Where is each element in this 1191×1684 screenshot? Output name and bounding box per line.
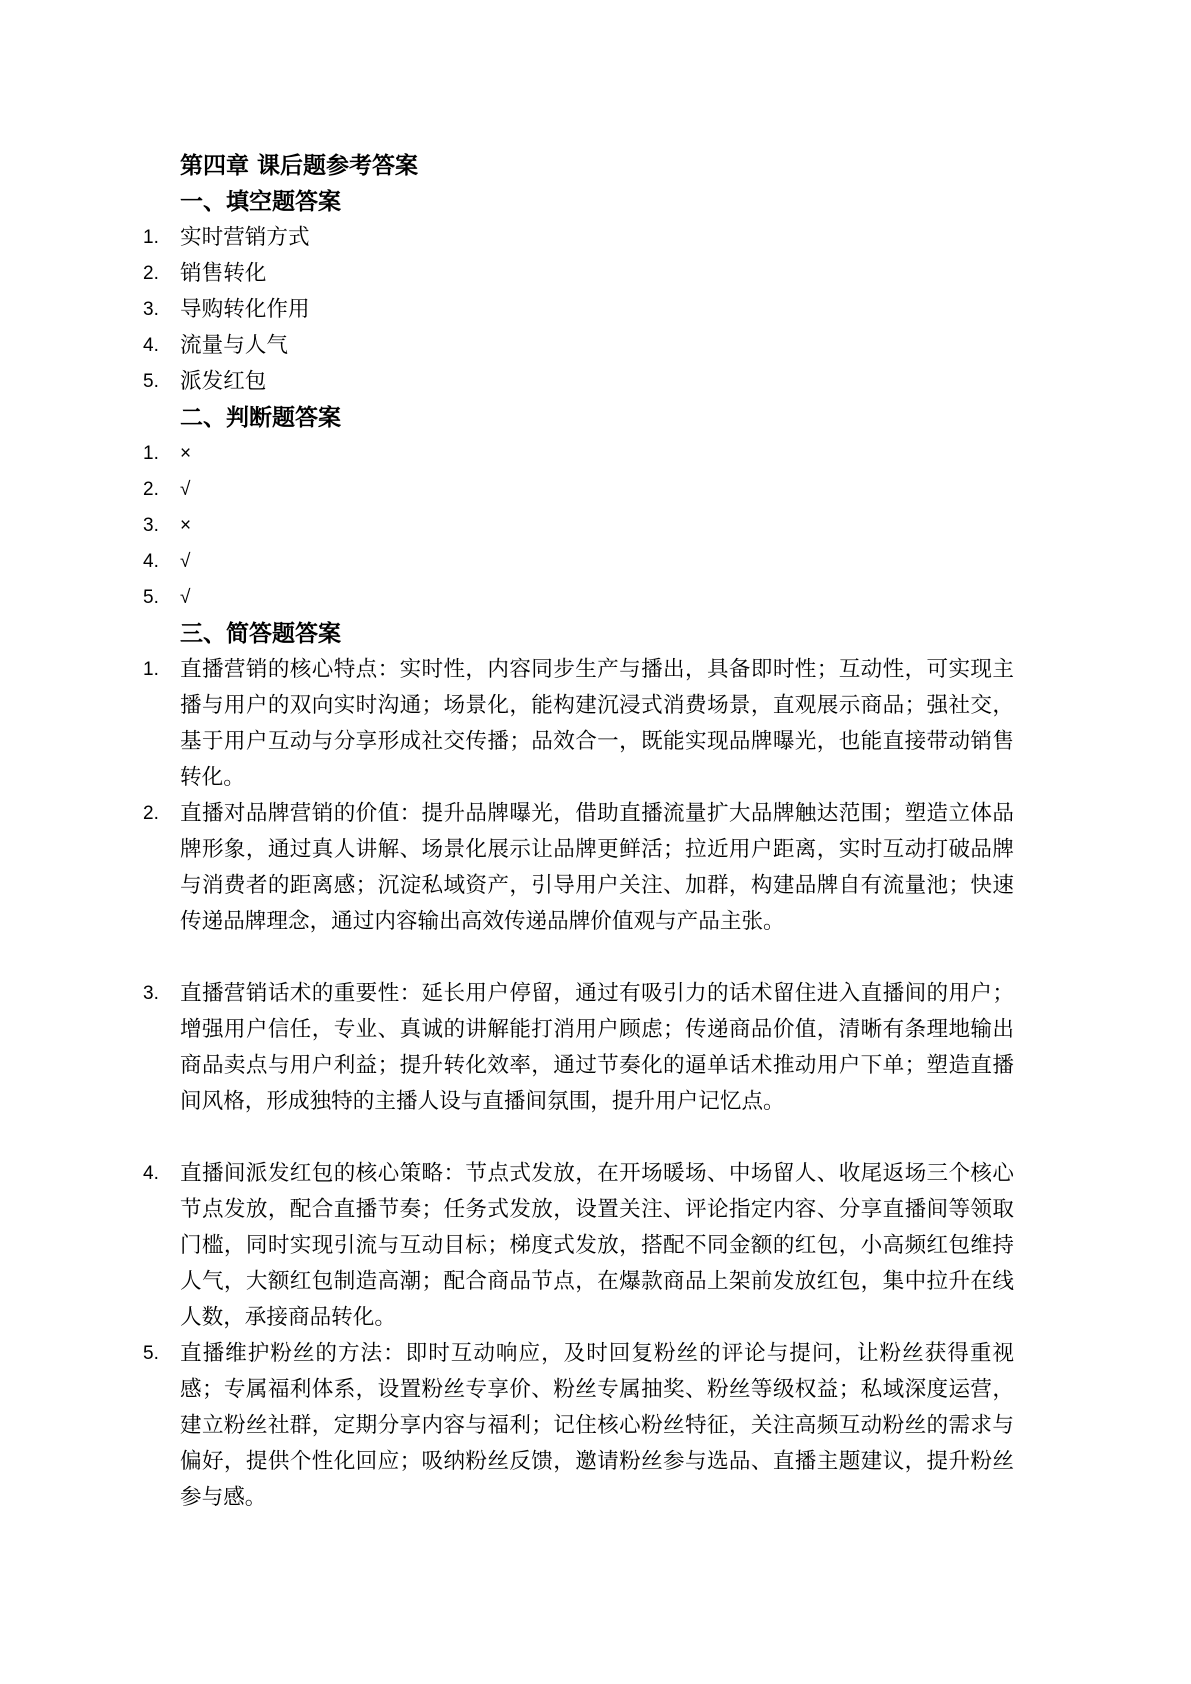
item-number: 2. <box>143 803 159 824</box>
answer-paragraph: 直播间派发红包的核心策略：节点式发放，在开场暖场、中场留人、收尾返场三个核心节点发放，配合直播节奏；任务式发放，设置关注、评论指定内容、分享直播间等领取门槛，同时实现引流与互动目标；梯度式发放，搭配不同金额的红包，小高频红包维持人气，大额红包制造高潮；配合商品节点，在爆款商品上架前发放红包，集中拉升在线人数，承接商品转化。 <box>180 1161 1014 1330</box>
item-number: 1. <box>143 227 159 248</box>
answer-paragraph: 直播营销话术的重要性：延长用户停留，通过有吸引力的话术留住进入直播间的用户；增强用户信任，专业、真诚的讲解能打消用户顾虑；传递商品价值，清晰有条理地输出商品卖点与用户利益；提升转化效率，通过节奏化的逼单话术推动用户下单；塑造直播间风格，形成独特的主播人设与直播间氛围，提升用户记忆点。 <box>180 981 1014 1114</box>
item-text: 销售转化 <box>180 261 267 286</box>
answer-paragraph: 直播维护粉丝的方法：即时互动响应，及时回复粉丝的评论与提问，让粉丝获得重视感；专属福利体系，设置粉丝专享价、粉丝专属抽奖、粉丝等级权益；私域深度运营，建立粉丝社群，定期分享内容与福利；记住核心粉丝特征，关注高频互动粉丝的需求与偏好，提供个性化回应；吸纳粉丝反馈，邀请粉丝参与选品、直播主题建议，提升粉丝参与感。 <box>180 1341 1014 1510</box>
item-number: 1. <box>143 443 159 464</box>
item-number: 3. <box>143 299 159 320</box>
item-number: 5. <box>143 1343 159 1364</box>
item-text: 导购转化作用 <box>180 297 310 322</box>
answer-mark: × <box>180 515 192 536</box>
item-number: 4. <box>143 551 159 572</box>
item-number: 1. <box>143 659 159 680</box>
answer-paragraph: 直播对品牌营销的价值：提升品牌曝光，借助直播流量扩大品牌触达范围；塑造立体品牌形象，通过真人讲解、场景化展示让品牌更鲜活；拉近用户距离，实时互动打破品牌与消费者的距离感；沉淀私域资产，引导用户关注、加群，构建品牌自有流量池；快速传递品牌理念，通过内容输出高效传递品牌价值观与产品主张。 <box>180 801 1014 934</box>
section-heading-short: 三、简答题答案 <box>180 620 341 647</box>
item-number: 4. <box>143 335 159 356</box>
item-number: 3. <box>143 515 159 536</box>
item-number: 3. <box>143 983 159 1004</box>
item-number: 5. <box>143 587 159 608</box>
section-heading-fill: 一、填空题答案 <box>180 188 341 215</box>
item-text: 实时营销方式 <box>180 225 310 250</box>
document-title: 第四章 课后题参考答案 <box>180 152 419 179</box>
answer-mark: × <box>180 443 192 464</box>
item-number: 4. <box>143 1163 159 1184</box>
section-heading-judge: 二、判断题答案 <box>180 404 341 431</box>
item-number: 5. <box>143 371 159 392</box>
answer-mark: √ <box>180 587 191 608</box>
item-number: 2. <box>143 263 159 284</box>
item-text: 派发红包 <box>180 369 267 394</box>
answer-mark: √ <box>180 479 191 500</box>
answer-paragraph: 直播营销的核心特点：实时性，内容同步生产与播出，具备即时性；互动性，可实现主播与用户的双向实时沟通；场景化，能构建沉浸式消费场景，直观展示商品；强社交，基于用户互动与分享形成社交传播；品效合一，既能实现品牌曝光，也能直接带动销售转化。 <box>180 657 1014 790</box>
item-number: 2. <box>143 479 159 500</box>
answer-mark: √ <box>180 551 191 572</box>
item-text: 流量与人气 <box>180 333 288 358</box>
